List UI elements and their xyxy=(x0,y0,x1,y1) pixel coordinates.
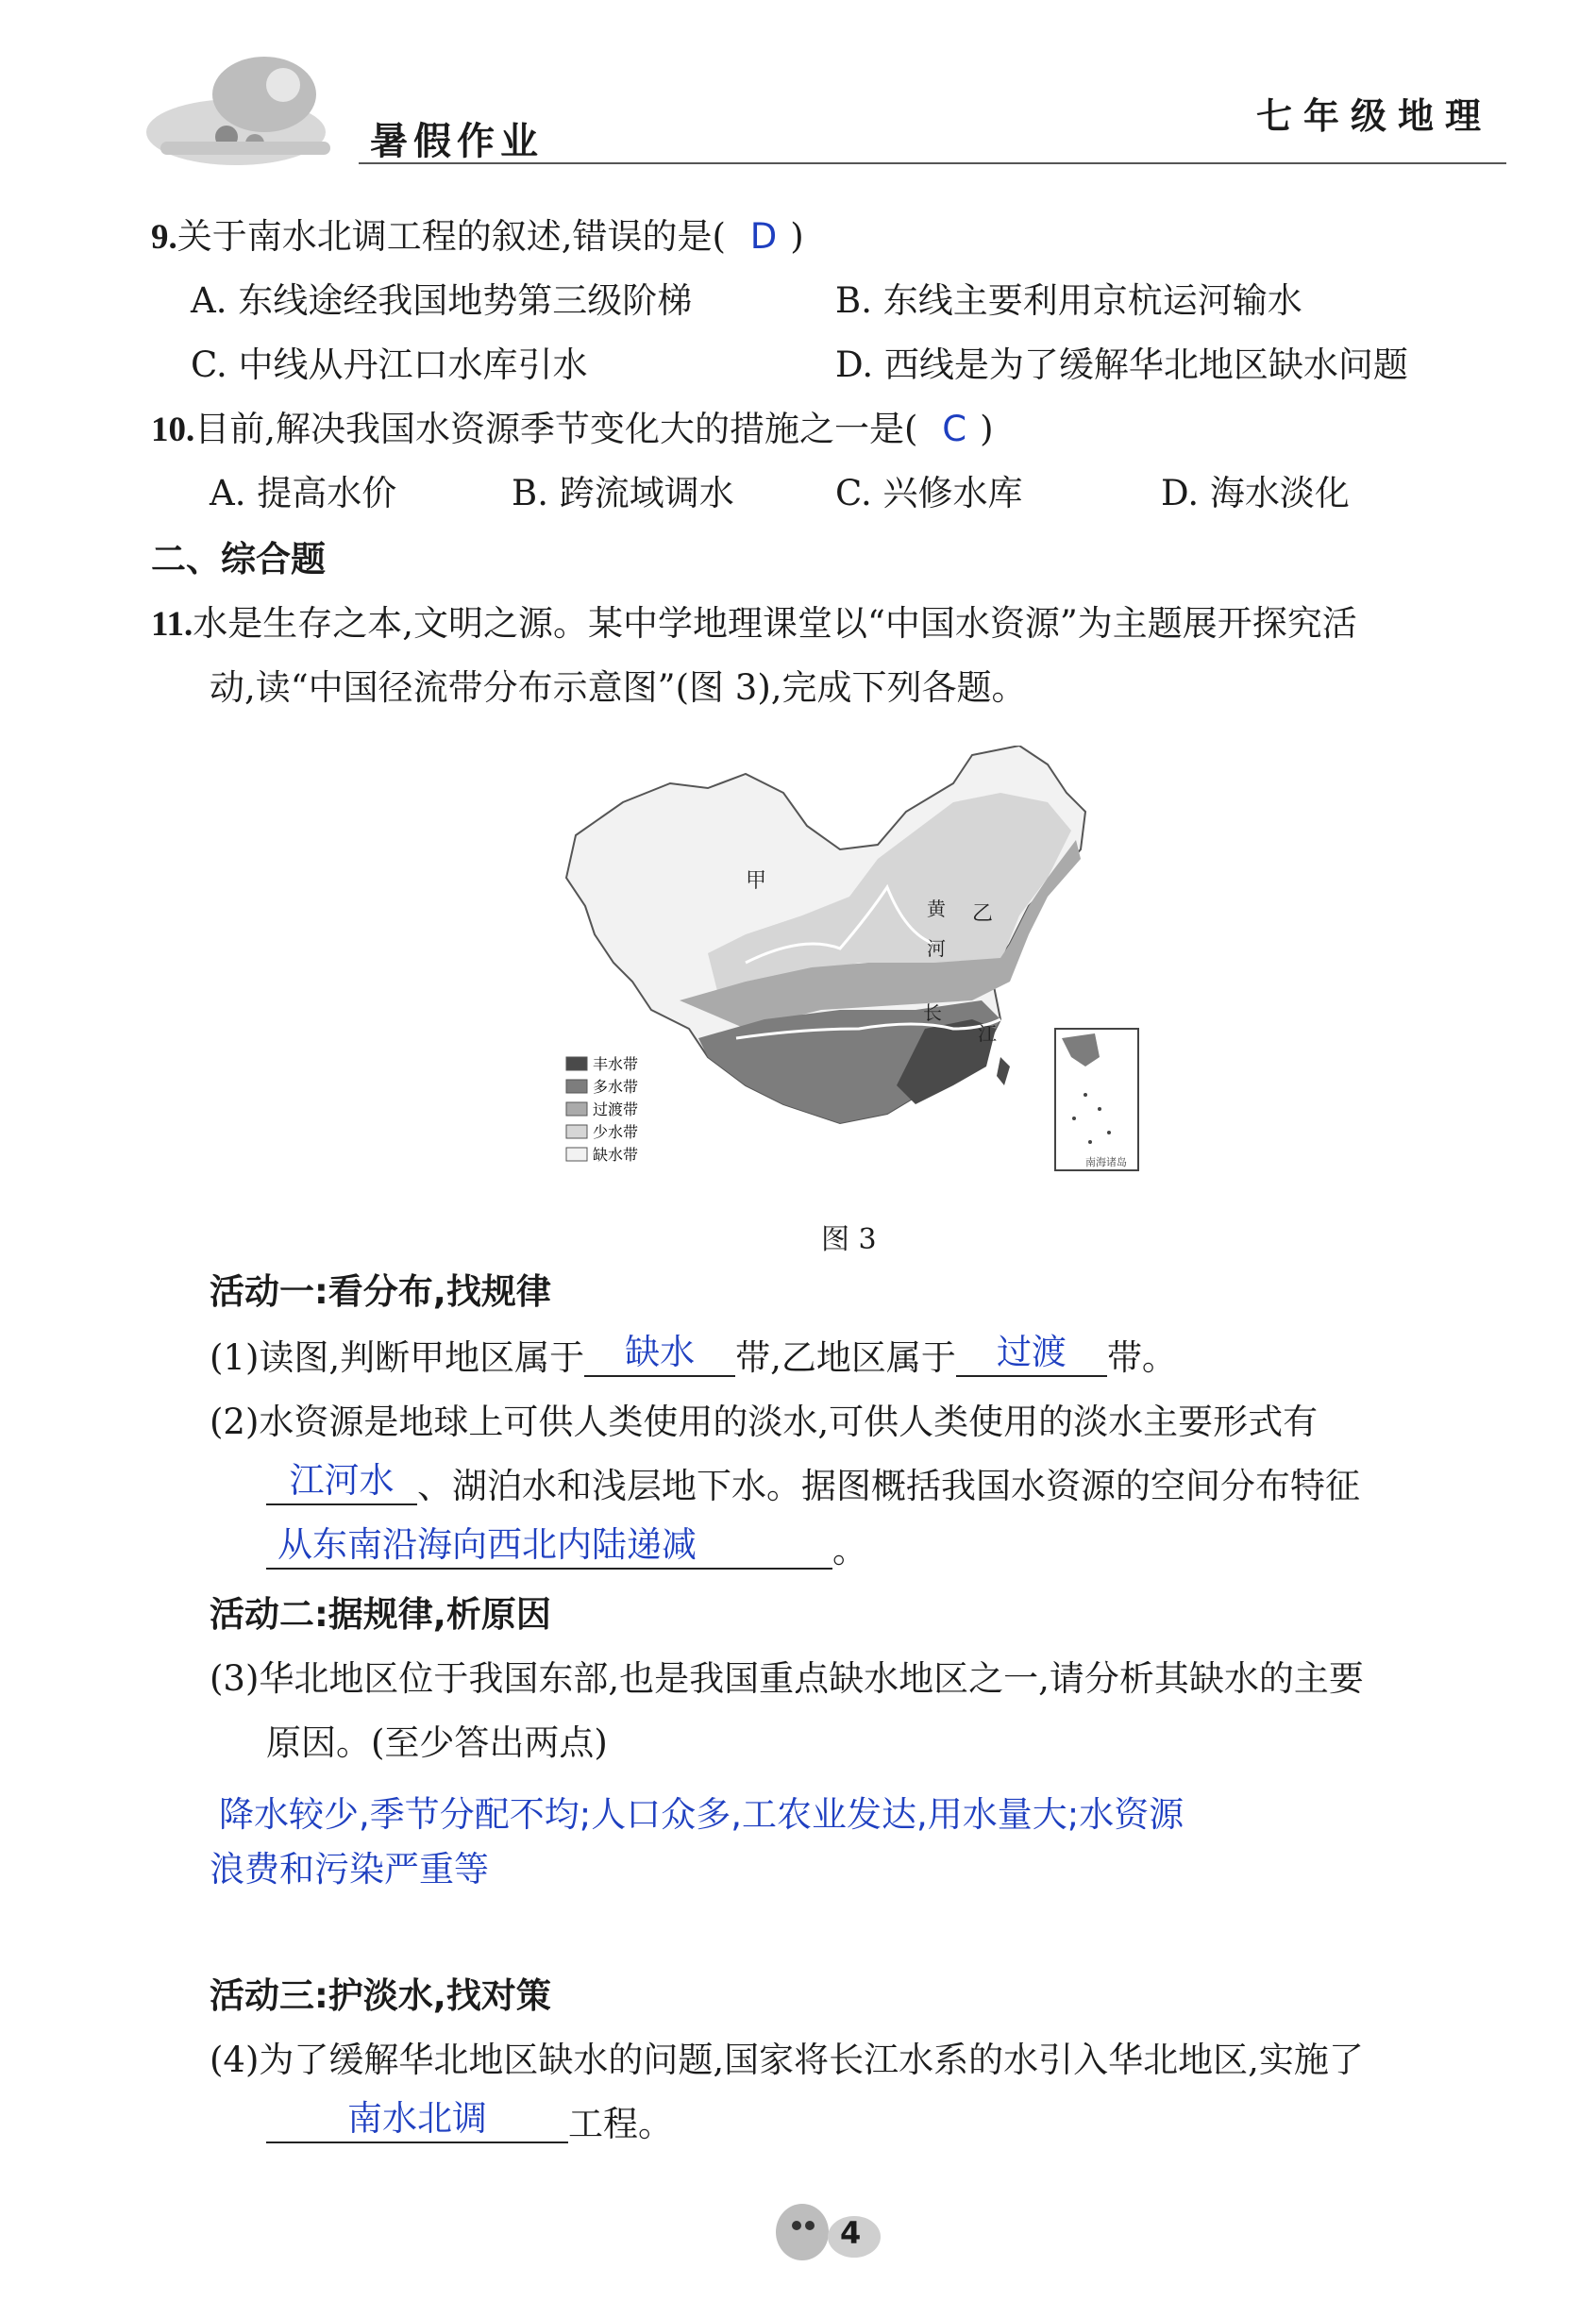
taiwan-island xyxy=(997,1057,1010,1085)
q3-answer-line2: 浪费和污染严重等 xyxy=(210,1849,489,1890)
runoff-zone-map xyxy=(557,746,1142,1175)
q9-answer: D xyxy=(749,216,778,257)
south-china-sea-inset xyxy=(1055,1029,1138,1170)
activity3-q4-line1: (4)为了缓解华北地区缺水的问题,国家将长江水系的水引入华北地区,实施了 xyxy=(210,2040,1364,2080)
label-chang: 长 xyxy=(923,1001,942,1024)
legend-item-feng: 丰水带 xyxy=(593,1055,639,1073)
activity1-q2-line3: 从东南沿海向西北内陆递减 。 xyxy=(266,1533,867,1570)
q2-blank-2[interactable] xyxy=(266,1524,832,1570)
q9-option-d: D. 西线是为了缓解华北地区缺水问题 xyxy=(835,344,1408,385)
label-huang: 黄 xyxy=(927,898,946,920)
activity1-title: 活动一:看分布,找规律 xyxy=(210,1271,551,1312)
header-rule xyxy=(359,162,1506,164)
q9-option-b: B. 东线主要利用京杭运河输水 xyxy=(835,280,1302,321)
label-jiang: 江 xyxy=(978,1022,997,1045)
activity1-q2-line1: (2)水资源是地球上可供人类使用的淡水,可供人类使用的淡水主要形式有 xyxy=(210,1402,1319,1442)
q2-blank-1[interactable] xyxy=(266,1460,417,1505)
page-number: 4 xyxy=(840,2215,862,2251)
legend-item-guodu: 过渡带 xyxy=(593,1100,639,1118)
label-yi: 乙 xyxy=(972,902,994,926)
q11-line1: 11.水是生存之本,文明之源。某中学地理课堂以“中国水资源”为主题展开探究活 xyxy=(151,603,1357,644)
q1-blank-1[interactable] xyxy=(584,1332,735,1377)
activity3-q4-line2: 南水北调 工程。 xyxy=(266,2107,673,2143)
activity1-q1: (1)读图,判断甲地区属于 缺水 带,乙地区属于 过渡 带。 xyxy=(210,1332,1177,1378)
map-caption: 图 3 xyxy=(821,1223,877,1256)
map-legend xyxy=(566,1055,638,1164)
section-title: 二、综合题 xyxy=(151,539,326,579)
legend-item-que: 缺水带 xyxy=(593,1146,639,1164)
activity2-title: 活动二:据规律,析原因 xyxy=(210,1594,551,1635)
q9-stem: 9.关于南水北调工程的叙述,错误的是( D ) xyxy=(151,216,804,257)
q4-blank[interactable] xyxy=(266,2098,568,2143)
q1-answer-2: 过渡 xyxy=(996,1332,1067,1372)
q4-answer: 南水北调 xyxy=(347,2098,487,2139)
q9-option-a: A. 东线途经我国地势第三级阶梯 xyxy=(191,280,693,321)
activity1-q2-line2: 江河水 、湖泊水和浅层地下水。据图概括我国水资源的空间分布特征 xyxy=(266,1469,1360,1505)
q2-answer-1: 江河水 xyxy=(289,1460,395,1501)
activity2-q3-line2: 原因。(至少答出两点) xyxy=(266,1722,608,1763)
label-he: 河 xyxy=(927,937,946,960)
q10-option-a: A. 提高水价 xyxy=(210,473,397,513)
header-left-title: 暑假作业 xyxy=(370,120,544,163)
legend-item-duo: 多水带 xyxy=(593,1078,639,1096)
activity2-q3-line1: (3)华北地区位于我国东部,也是我国重点缺水地区之一,请分析其缺水的主要 xyxy=(210,1658,1364,1699)
q3-answer-line1: 降水较少,季节分配不均;人口众多,工农业发达,用水量大;水资源 xyxy=(219,1794,1184,1835)
q9-option-c: C. 中线从丹江口水库引水 xyxy=(191,344,588,385)
q1-answer-1: 缺水 xyxy=(625,1332,696,1372)
header-cartoon-icon xyxy=(142,38,359,179)
activity3-title: 活动三:护淡水,找对策 xyxy=(210,1975,551,2016)
label-jia: 甲 xyxy=(746,869,767,893)
q10-option-d: D. 海水淡化 xyxy=(1161,473,1350,513)
legend-item-shao: 少水带 xyxy=(593,1123,639,1141)
q10-option-c: C. 兴修水库 xyxy=(835,473,1023,513)
q11-line2: 动,读“中国径流带分布示意图”(图 3),完成下列各题。 xyxy=(210,667,1027,708)
q10-answer: C xyxy=(942,409,967,449)
header-right-title: 七年级地理 xyxy=(1255,95,1492,137)
inset-label: 南海诸岛 xyxy=(1085,1156,1127,1168)
q2-answer-2: 从东南沿海向西北内陆递减 xyxy=(277,1524,697,1565)
q10-option-b: B. 跨流域调水 xyxy=(512,473,734,513)
q10-stem: 10.目前,解决我国水资源季节变化大的措施之一是( C ) xyxy=(151,409,994,449)
page-mascot-icon xyxy=(764,2190,887,2275)
q1-blank-2[interactable] xyxy=(956,1332,1107,1377)
